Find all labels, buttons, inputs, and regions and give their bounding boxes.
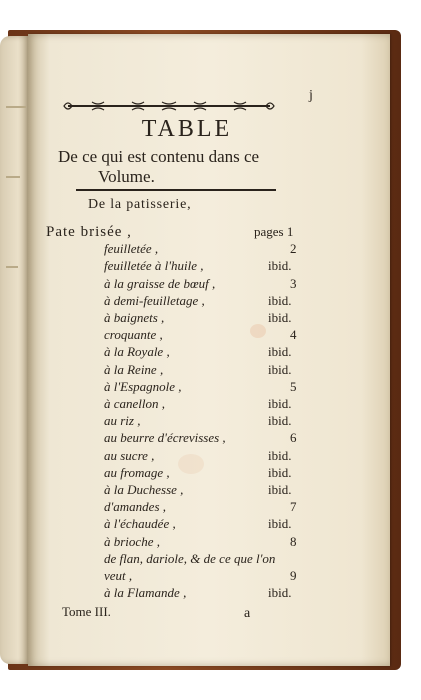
entry-label: au beurre d'écrevisses , [104,430,226,446]
entry-label: feuilletée à l'huile , [104,258,204,274]
signature-mark: a [244,606,251,621]
list-item [28,379,390,396]
folio-number: j [309,88,313,103]
entry-page: 9 [290,568,297,583]
entry-page: ibid. [268,396,292,411]
entry-page: ibid. [268,482,292,497]
list-item [28,568,390,585]
list-item [28,430,390,447]
list-item [28,310,390,327]
page [28,34,390,666]
entry-label: croquante , [104,327,163,343]
entry-label: de flan, dariole, & de ce que l'on [104,550,276,566]
entry-label: à brioche , [104,533,160,549]
entry-label: au sucre , [104,447,155,463]
entry-page: ibid. [268,310,292,325]
list-item [28,499,390,516]
entry-label: à la Reine , [104,361,164,377]
entry-page: 4 [290,327,297,343]
entry-label: à la Royale , [104,344,170,360]
entry-page: ibid. [268,447,292,463]
list-item [28,327,390,344]
entry-page: 7 [290,499,297,515]
list-item [28,465,390,482]
entry-page: ibid. [268,292,292,308]
contents-list [28,34,390,666]
entry-page: ibid. [268,516,292,532]
list-item [28,534,390,551]
show-through-mark [6,266,18,268]
entry-page: ibid. [268,585,292,601]
entry-label: à demi-feuilletage , [104,292,205,308]
entry-page: 6 [290,430,297,446]
subtitle-line-1: De ce qui est contenu dans ce [58,147,260,166]
page-title: TABLE [141,116,233,142]
list-item [28,293,390,310]
entry-label: à la graisse de bœuf , [104,275,216,291]
entry-page: 8 [290,533,297,549]
show-through-mark [6,176,20,178]
list-item [28,482,390,499]
list-item [28,362,390,379]
list-item [28,224,390,241]
entry-label: à canellon , [104,396,166,411]
entry-label: Pate brisée , [46,224,132,240]
entry-label: à baignets , [104,310,165,325]
entry-label: veut , [104,568,133,583]
entry-page: ibid. [268,361,292,377]
entry-page: 3 [290,275,297,291]
list-item [28,258,390,275]
list-item [28,344,390,361]
list-item [28,413,390,430]
book [0,30,405,670]
entry-page: 5 [290,378,297,394]
entry-label: feuilletée , [104,241,159,257]
list-item [28,276,390,293]
entry-label: d'amandes , [104,499,166,515]
left-page-edge [0,36,30,664]
entry-label: à la Duchesse , [104,482,184,497]
list-item [28,241,390,258]
list-item [28,396,390,413]
entry-page: 2 [290,241,297,257]
entry-label: au riz , [104,413,141,429]
entry-page: ibid. [268,413,292,429]
entry-page: ibid. [268,258,292,274]
subtitle-line-2: Volume. [98,167,155,186]
entry-label: à l'Espagnole , [104,378,182,394]
entry-label: à la Flamande , [104,585,187,601]
list-item [28,551,390,568]
entry-label: à l'échaudée , [104,516,176,532]
volume-label: Tome III. [62,604,111,619]
list-item [28,585,390,602]
entry-label: au fromage , [104,464,170,480]
section-heading: De la patisserie, [88,197,192,212]
list-item [28,516,390,533]
entry-page: pages 1 [254,224,294,239]
entry-page: ibid. [268,464,292,480]
show-through-mark [6,106,26,108]
list-item [28,448,390,465]
entry-page: ibid. [268,344,292,360]
